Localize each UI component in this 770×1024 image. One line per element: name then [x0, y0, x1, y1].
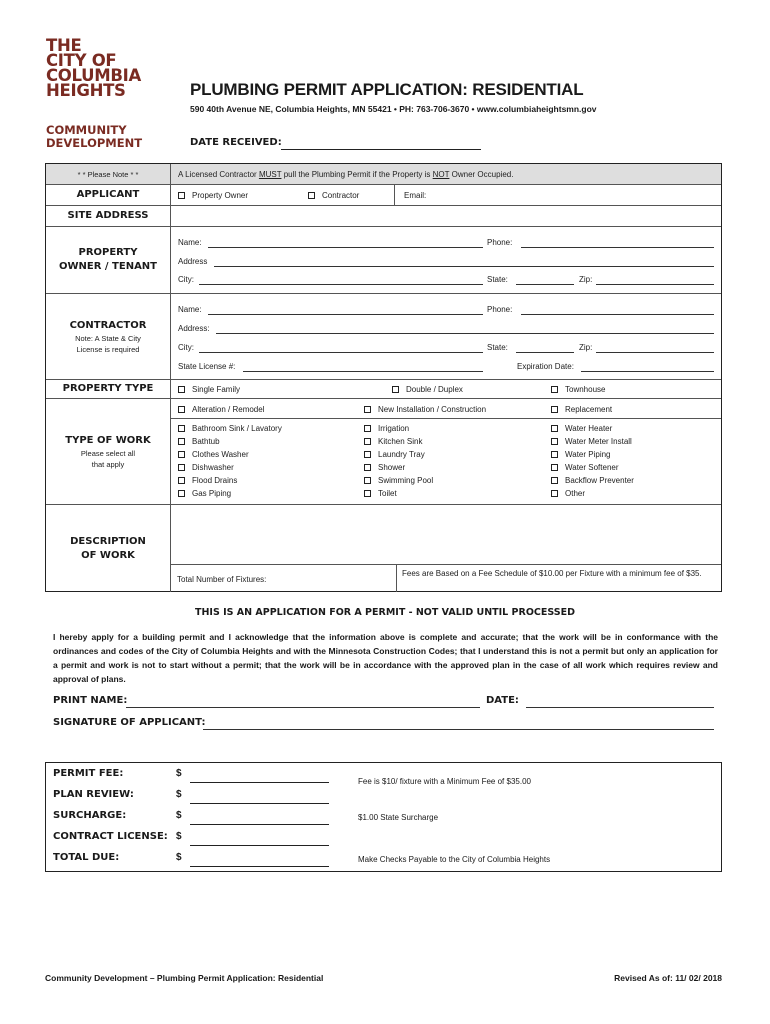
property-type-option[interactable] — [551, 385, 605, 394]
fixture-option[interactable] — [178, 463, 234, 472]
fee-note: Fee is $10/ fixture with a Minimum Fee of $35.00 — [358, 777, 531, 786]
contractor-name-label: Name: — [178, 305, 202, 314]
contractor-checkbox-option[interactable] — [308, 191, 359, 200]
divider — [171, 418, 721, 419]
owner-label: PROPERTY — [78, 247, 138, 258]
option-label: Backflow Preventer — [565, 476, 634, 485]
expiration-date-label: Expiration Date: — [517, 362, 574, 371]
option-label: Swimming Pool — [378, 476, 434, 485]
work-scope-option[interactable] — [178, 405, 264, 414]
checkbox-icon[interactable] — [178, 192, 185, 199]
total-fixtures-label: Total Number of Fixtures: — [177, 575, 267, 584]
department-line: DEVELOPMENT — [46, 136, 143, 150]
checkbox-icon[interactable] — [178, 438, 185, 445]
description-field[interactable] — [171, 505, 721, 564]
checkbox-icon[interactable] — [178, 386, 185, 393]
fixture-option[interactable] — [178, 437, 220, 446]
fee-row — [46, 789, 721, 809]
fixture-option[interactable] — [364, 489, 397, 498]
date-received-field[interactable] — [281, 149, 481, 150]
contractor-note: License is required — [76, 344, 140, 354]
fee-row — [46, 852, 721, 872]
site-address-label: SITE ADDRESS — [67, 210, 149, 221]
divider — [171, 564, 721, 565]
option-label: Single Family — [192, 385, 241, 394]
site-address-row[interactable] — [46, 206, 721, 227]
fixture-option[interactable] — [551, 450, 611, 459]
fixture-option[interactable] — [551, 424, 612, 433]
fee-label: PLAN REVIEW: — [53, 789, 134, 800]
note-not: NOT — [432, 170, 450, 179]
divider — [396, 564, 397, 592]
option-label: Bathroom Sink / Lavatory — [192, 424, 282, 433]
checkbox-icon[interactable] — [178, 490, 185, 497]
contractor-section — [46, 294, 721, 380]
contractor-phone-field[interactable] — [521, 314, 714, 315]
dollar-sign: $ — [176, 831, 182, 842]
fee-amount-field[interactable] — [190, 824, 329, 825]
property-type-row — [46, 380, 721, 399]
option-label: Other — [565, 489, 586, 498]
property-type-option[interactable] — [178, 385, 240, 394]
type-of-work-note: Please select all — [80, 448, 136, 458]
owner-section — [46, 227, 721, 294]
fixture-option[interactable] — [364, 437, 422, 446]
contractor-city-label: City: — [178, 343, 194, 352]
note-must: MUST — [258, 170, 282, 179]
application-form — [45, 163, 722, 592]
option-label: Water Meter Install — [565, 437, 632, 446]
type-of-work-label-cell — [46, 399, 171, 504]
fee-note: $1.00 State Surcharge — [358, 813, 439, 822]
logo-line: COLUMBIA — [46, 66, 141, 85]
checkbox-icon[interactable] — [364, 406, 371, 413]
dollar-sign: $ — [176, 810, 182, 821]
checkbox-icon[interactable] — [178, 425, 185, 432]
owner-phone-label: Phone: — [487, 238, 513, 247]
checkbox-icon[interactable] — [392, 386, 399, 393]
city-logo — [46, 38, 141, 98]
fee-amount-field[interactable] — [190, 845, 329, 846]
fee-row — [46, 831, 721, 851]
contractor-address-label: Address: — [178, 324, 210, 333]
not-valid-heading: THIS IS AN APPLICATION FOR A PERMIT - NOT VALID UNTIL PROCESSED — [195, 607, 575, 618]
checkbox-icon[interactable] — [364, 477, 371, 484]
fee-label: CONTRACT LICENSE: — [53, 831, 168, 842]
revision-date: Revised As of: 11/ 02/ 2018 — [614, 973, 722, 983]
owner-state-field[interactable] — [516, 284, 574, 285]
expiration-date-field[interactable] — [581, 371, 714, 372]
property-type-option[interactable] — [392, 385, 463, 394]
footer-title: Community Development – Plumbing Permit Application: Residential — [45, 973, 324, 983]
owner-label: OWNER / TENANT — [59, 261, 157, 272]
department-line: COMMUNITY — [46, 123, 127, 137]
contractor-state-label: State: — [487, 343, 508, 352]
option-label: Property Owner — [192, 191, 249, 200]
option-label: Townhouse — [565, 385, 606, 394]
fixture-option[interactable] — [178, 489, 231, 498]
owner-checkbox-option[interactable] — [178, 191, 248, 200]
checkbox-icon[interactable] — [178, 451, 185, 458]
checkbox-icon[interactable] — [364, 438, 371, 445]
contractor-zip-field[interactable] — [596, 352, 714, 353]
contractor-note: Note: A State & City — [75, 333, 141, 343]
owner-address-label: Address — [178, 257, 208, 266]
fee-row — [46, 768, 721, 788]
logo-line: THE — [46, 36, 82, 55]
checkbox-icon[interactable] — [364, 490, 371, 497]
note-label-cell — [46, 164, 171, 184]
type-of-work-note: that apply — [91, 459, 125, 469]
checkbox-icon[interactable] — [551, 425, 558, 432]
logo-line: HEIGHTS — [46, 81, 126, 100]
note-text-part: pull the Plumbing Permit if the Property is — [281, 170, 433, 179]
checkbox-icon[interactable] — [364, 464, 371, 471]
checkbox-icon[interactable] — [308, 192, 315, 199]
print-name-field[interactable] — [126, 707, 480, 708]
checkbox-icon[interactable] — [551, 406, 558, 413]
checkbox-icon[interactable] — [551, 386, 558, 393]
checkbox-icon[interactable] — [364, 451, 371, 458]
signature-label: SIGNATURE OF APPLICANT: — [53, 717, 206, 728]
option-label: Double / Duplex — [406, 385, 463, 394]
date-field[interactable] — [526, 707, 714, 708]
contractor-city-field[interactable] — [199, 352, 483, 353]
fee-row — [46, 810, 721, 830]
owner-phone-field[interactable] — [521, 247, 714, 248]
property-type-label: PROPERTY TYPE — [62, 383, 154, 394]
fixture-option[interactable] — [551, 476, 634, 485]
contractor-name-field[interactable] — [208, 314, 483, 315]
option-label: Toilet — [378, 489, 397, 498]
owner-label-cell — [46, 227, 171, 293]
option-label: Water Heater — [565, 424, 613, 433]
declaration-text: I hereby apply for a building permit and I acknowledge that the information above is complete and accurate; that the work will be in conformance with the ordinances and codes of the City of Columbia Heights and with the Minnesota Construction Codes; that I understand this is not a permit but only an application for a permit and work is not to start without a permit; that the work will be in accordance with the approved plan in the case of all work which requires review and approval of plans. — [53, 632, 718, 684]
fee-amount-field[interactable] — [190, 782, 329, 783]
note-text — [178, 170, 513, 179]
owner-zip-label: Zip: — [579, 275, 593, 284]
fixture-option[interactable] — [364, 476, 433, 485]
note-row — [46, 164, 721, 185]
description-label: DESCRIPTION — [70, 535, 146, 547]
owner-city-field[interactable] — [199, 284, 483, 285]
checkbox-icon[interactable] — [551, 464, 558, 471]
fee-amount-field[interactable] — [190, 866, 329, 867]
owner-city-label: City: — [178, 275, 194, 284]
contractor-label: CONTRACTOR — [69, 319, 147, 331]
option-label: Alteration / Remodel — [192, 405, 265, 414]
option-label: Clothes Washer — [192, 450, 249, 459]
fixture-option[interactable] — [178, 450, 249, 459]
option-label: Replacement — [565, 405, 613, 414]
fee-note: Make Checks Payable to the City of Columbia Heights — [358, 855, 551, 864]
applicant-row — [46, 185, 721, 206]
contractor-label-cell — [46, 294, 171, 379]
fixture-option[interactable] — [551, 489, 585, 498]
checkbox-icon[interactable] — [178, 477, 185, 484]
state-license-label: State License #: — [178, 362, 236, 371]
contractor-address-field[interactable] — [216, 333, 714, 334]
option-label: New Installation / Construction — [378, 405, 487, 414]
owner-name-field[interactable] — [208, 247, 483, 248]
department-name — [46, 124, 142, 150]
date-received-label: DATE RECEIVED: — [190, 137, 282, 148]
description-label: OF WORK — [81, 549, 135, 561]
dollar-sign: $ — [176, 852, 182, 863]
page-title: PLUMBING PERMIT APPLICATION: RESIDENTIAL — [190, 80, 584, 99]
dollar-sign: $ — [176, 768, 182, 779]
property-type-label-cell — [46, 380, 171, 398]
contact-line: 590 40th Avenue NE, Columbia Heights, MN 55421 • PH: 763-706-3670 • www.columbiaheightsmn.gov — [190, 104, 597, 114]
work-scope-option[interactable] — [551, 405, 612, 414]
owner-name-label: Name: — [178, 238, 202, 247]
fixture-option[interactable] — [178, 424, 282, 433]
checkbox-icon[interactable] — [178, 464, 185, 471]
checkbox-icon[interactable] — [551, 477, 558, 484]
fixture-option[interactable] — [551, 437, 632, 446]
date-label: DATE: — [486, 695, 519, 706]
fees-box — [45, 762, 722, 872]
applicant-label: APPLICANT — [76, 189, 140, 200]
option-label: Flood Drains — [192, 476, 238, 485]
email-label: Email: — [404, 191, 427, 200]
checkbox-icon[interactable] — [551, 451, 558, 458]
contractor-phone-label: Phone: — [487, 305, 513, 314]
fixture-option[interactable] — [364, 463, 405, 472]
print-name-label: PRINT NAME: — [53, 695, 128, 706]
contractor-state-field[interactable] — [516, 352, 574, 353]
fee-amount-field[interactable] — [190, 803, 329, 804]
option-label: Dishwasher — [192, 463, 234, 472]
checkbox-icon[interactable] — [178, 406, 185, 413]
option-label: Bathtub — [192, 437, 220, 446]
option-label: Laundry Tray — [378, 450, 425, 459]
signature-field[interactable] — [203, 729, 714, 730]
option-label: Water Softener — [565, 463, 619, 472]
description-section — [46, 505, 721, 592]
checkbox-icon[interactable] — [364, 425, 371, 432]
fixture-option[interactable] — [364, 424, 409, 433]
owner-address-field[interactable] — [214, 266, 714, 267]
site-address-label-cell — [46, 206, 171, 226]
description-label-cell — [46, 505, 171, 592]
option-label: Gas Piping — [192, 489, 232, 498]
applicant-label-cell — [46, 185, 171, 205]
note-text-part: A Licensed Contractor — [178, 170, 259, 179]
type-of-work-section — [46, 399, 721, 505]
option-label: Kitchen Sink — [378, 437, 423, 446]
note-label: * * Please Note * * — [77, 169, 139, 179]
dollar-sign: $ — [176, 789, 182, 800]
type-of-work-label: TYPE OF WORK — [65, 434, 151, 446]
option-label: Water Piping — [565, 450, 611, 459]
work-scope-option[interactable] — [364, 405, 486, 414]
option-label: Shower — [378, 463, 406, 472]
fee-label: TOTAL DUE: — [53, 852, 120, 863]
note-text-part: Owner Occupied. — [449, 170, 514, 179]
option-label: Irrigation — [378, 424, 410, 433]
checkbox-icon[interactable] — [551, 490, 558, 497]
fee-label: SURCHARGE: — [53, 810, 127, 821]
logo-line: CITY OF — [46, 51, 117, 70]
owner-zip-field[interactable] — [596, 284, 714, 285]
checkbox-icon[interactable] — [551, 438, 558, 445]
fee-label: PERMIT FEE: — [53, 768, 124, 779]
fixture-option[interactable] — [364, 450, 425, 459]
state-license-field[interactable] — [243, 371, 483, 372]
contractor-zip-label: Zip: — [579, 343, 593, 352]
owner-state-label: State: — [487, 275, 508, 284]
fixture-option[interactable] — [178, 476, 237, 485]
divider — [394, 185, 395, 205]
fees-note: Fees are Based on a Fee Schedule of $10.00 per Fixture with a minimum fee of $35. — [402, 569, 702, 578]
fixture-option[interactable] — [551, 463, 619, 472]
option-label: Contractor — [322, 191, 360, 200]
